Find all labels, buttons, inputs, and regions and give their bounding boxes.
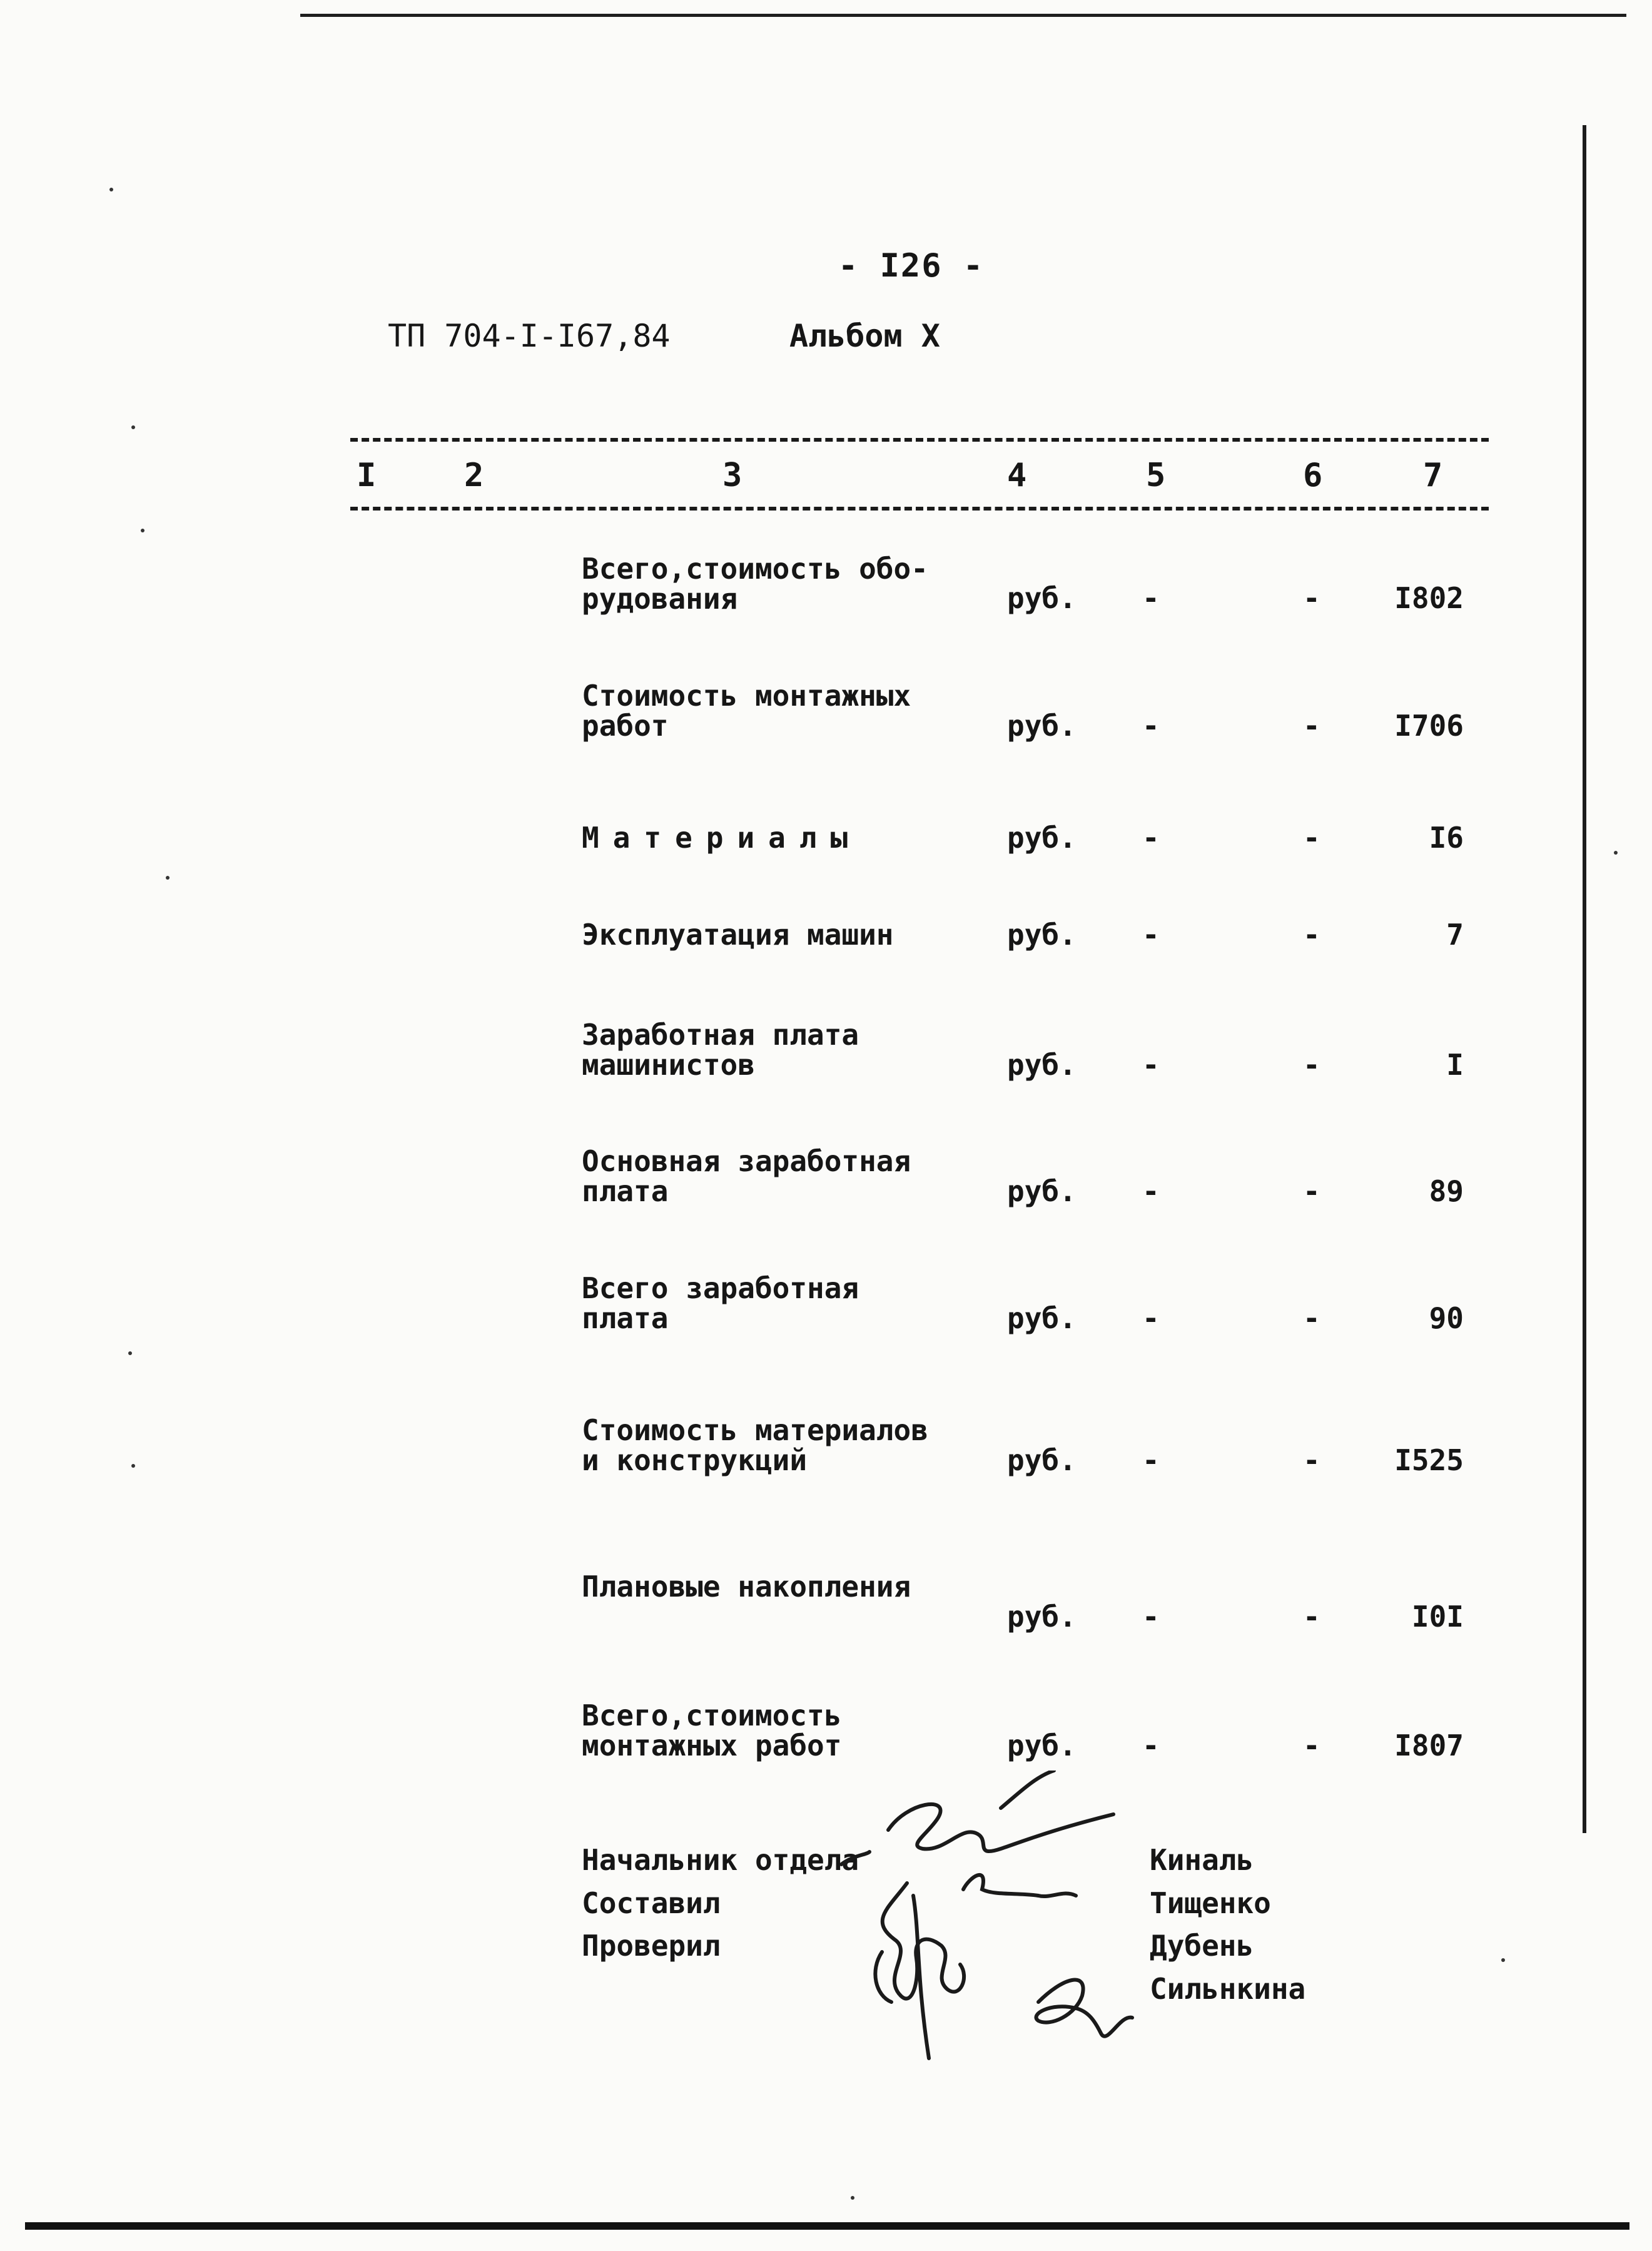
table-header-dashed-rule [350, 507, 1489, 511]
scan-speck [166, 876, 170, 880]
row-value: I807 [1394, 1729, 1464, 1762]
row-col6: - [1303, 1048, 1320, 1082]
row-col6: - [1303, 918, 1320, 952]
row-col6: - [1303, 709, 1320, 743]
row-col5: - [1142, 1174, 1160, 1208]
row-unit: руб. [1007, 1048, 1077, 1082]
row-unit: руб. [1007, 1600, 1077, 1634]
column-header-3: 3 [722, 457, 742, 494]
scan-speck [131, 425, 135, 429]
album-label: Альбом X [789, 318, 940, 354]
column-header-6: 6 [1303, 457, 1323, 494]
row-col5: - [1142, 1729, 1160, 1762]
scan-speck [109, 188, 113, 191]
document-code: ТП 704-I-I67,84 [388, 318, 671, 354]
row-col5: - [1142, 1048, 1160, 1082]
row-value: I [1446, 1048, 1464, 1082]
row-col6: - [1303, 1729, 1320, 1762]
row-name: Всего заработная плата [582, 1271, 859, 1335]
scan-speck [1501, 1958, 1505, 1962]
row-col6: - [1303, 1443, 1320, 1477]
column-header-7: 7 [1423, 457, 1443, 494]
row-name: Всего,стоимость обо- рудования [582, 552, 928, 616]
page-number: - I26 - [838, 247, 985, 285]
row-value: I6 [1429, 821, 1464, 855]
column-header-5: 5 [1146, 457, 1166, 494]
row-col6: - [1303, 1174, 1320, 1208]
column-header-1: I [357, 457, 377, 494]
row-col5: - [1142, 918, 1160, 952]
row-name: Стоимость материалов и конструкций [582, 1413, 928, 1477]
signatory-name: Тищенко [1150, 1886, 1271, 1920]
scan-speck [1614, 851, 1618, 855]
row-name: Основная заработная плата [582, 1144, 911, 1208]
row-col6: - [1303, 821, 1320, 855]
row-unit: руб. [1007, 918, 1077, 952]
row-value: 89 [1429, 1174, 1464, 1208]
row-col5: - [1142, 821, 1160, 855]
signature-label-head: Начальник отдела [582, 1843, 859, 1877]
row-unit: руб. [1007, 821, 1077, 855]
column-header-2: 2 [464, 457, 484, 494]
row-col5: - [1142, 1443, 1160, 1477]
table-top-dashed-rule [350, 438, 1489, 442]
row-unit: руб. [1007, 1174, 1077, 1208]
row-name: Всего,стоимость монтажных работ [582, 1699, 842, 1762]
row-name: Стоимость монтажных работ [582, 679, 911, 743]
row-value: I706 [1394, 709, 1464, 743]
scan-speck [851, 2196, 854, 2200]
scan-speck [131, 1464, 135, 1468]
row-col5: - [1142, 1301, 1160, 1335]
row-value: 7 [1446, 918, 1464, 952]
signature-label-checked: Проверил [582, 1929, 721, 1963]
row-name: Материалы [582, 821, 862, 855]
row-name: Плановые накопления [582, 1570, 911, 1603]
row-col6: - [1303, 1600, 1320, 1634]
row-col5: - [1142, 581, 1160, 615]
row-col5: - [1142, 1600, 1160, 1634]
scan-speck [141, 529, 144, 532]
scan-speck [128, 1351, 132, 1355]
signatory-name: Сильнкина [1150, 1972, 1306, 2006]
row-name: Эксплуатация машин [582, 918, 894, 952]
row-value: 90 [1429, 1301, 1464, 1335]
right-margin-rule [1583, 125, 1586, 1833]
row-value: I802 [1394, 581, 1464, 615]
row-unit: руб. [1007, 1301, 1077, 1335]
row-value: I0I [1411, 1600, 1464, 1634]
signature-label-compiled: Составил [582, 1886, 721, 1920]
handwritten-signatures [813, 1771, 1138, 2071]
row-unit: руб. [1007, 1729, 1077, 1762]
column-header-4: 4 [1007, 457, 1027, 494]
row-name: Заработная плата машинистов [582, 1018, 859, 1082]
row-unit: руб. [1007, 709, 1077, 743]
row-col6: - [1303, 1301, 1320, 1335]
row-value: I525 [1394, 1443, 1464, 1477]
top-rule [300, 14, 1626, 17]
row-col6: - [1303, 581, 1320, 615]
row-unit: руб. [1007, 581, 1077, 615]
row-unit: руб. [1007, 1443, 1077, 1477]
signatory-name: Киналь [1150, 1843, 1254, 1877]
row-col5: - [1142, 709, 1160, 743]
signatory-name: Дубень [1150, 1929, 1254, 1963]
bottom-rule [25, 2222, 1629, 2230]
